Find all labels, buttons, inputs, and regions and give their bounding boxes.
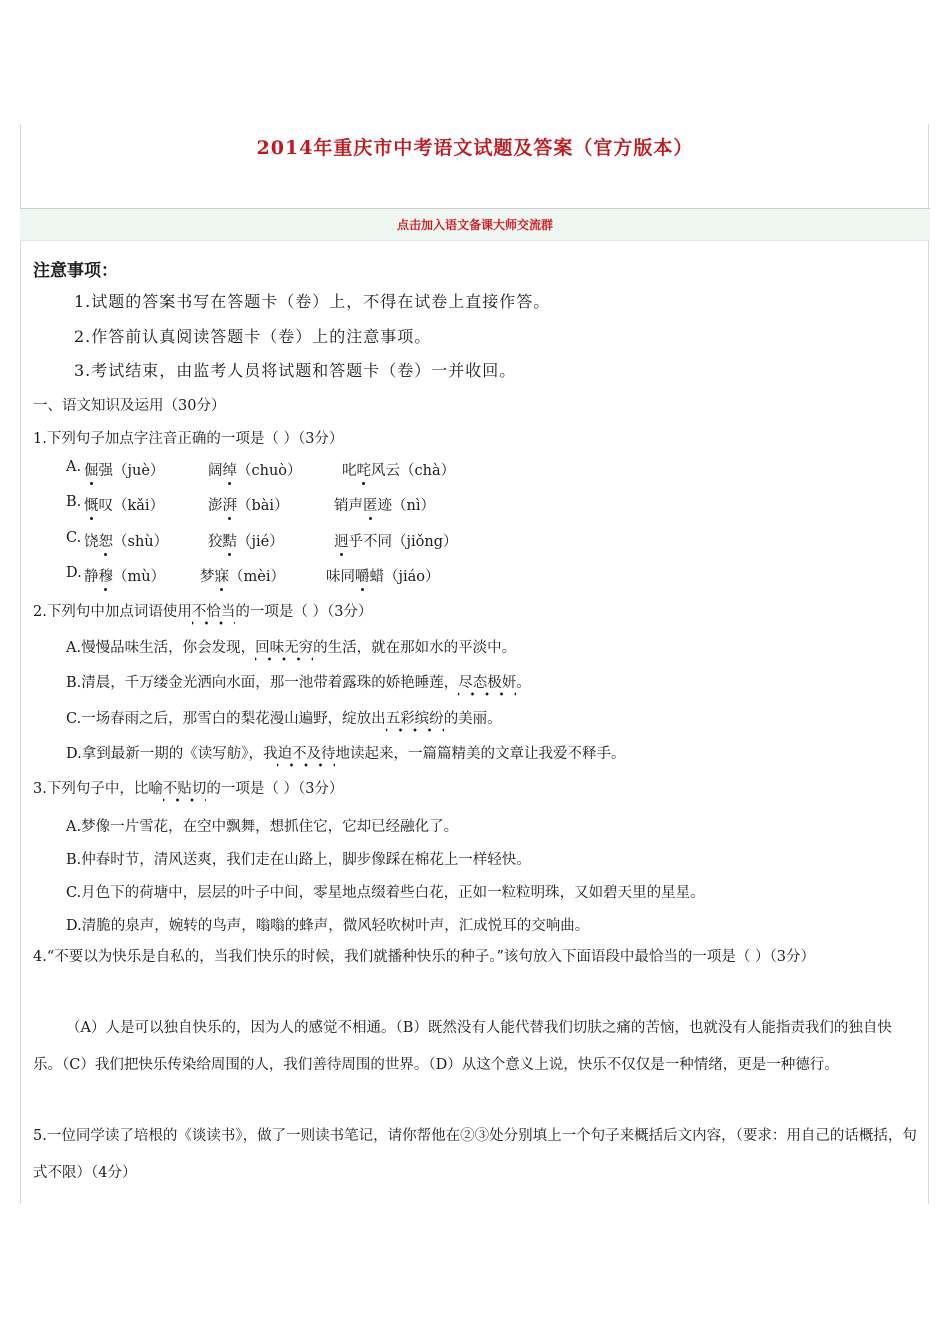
frame-left-border — [20, 124, 21, 1204]
option-text: 的生活，就在那如水的平淡中。 — [313, 640, 517, 656]
question-2-option-b — [66, 671, 531, 692]
word-1: 静穆（mù） — [84, 565, 165, 586]
question-5-stem: 5.一位同学读了培根的《谈读书》，做了一则读书笔记，请你帮他在②③处分别填上一个句子来概括后文内容，（要求：用自己的话概括，句式不限）（4分） — [33, 1128, 917, 1181]
word-2: 梦寐（mèi） — [200, 565, 285, 586]
option-letter: D. — [66, 565, 82, 581]
pinyin: （bài） — [237, 498, 289, 514]
pinyin: （jiǒng） — [392, 534, 458, 550]
question-3-option-d: D.清脆的泉声，婉转的鸟声，嗡嗡的蜂声，微风轻吹树叶声，汇成悦耳的交响曲。 — [66, 918, 590, 934]
dotted-phrase: 五彩缤纷 — [386, 711, 444, 732]
option-letter: B. — [66, 494, 82, 510]
dotted-char: 绰 — [223, 459, 238, 480]
question-1-stem: 1.下列句子加点字注音正确的一项是（ ）（3分） — [33, 431, 344, 447]
word-2: 狡黠（jié） — [208, 530, 284, 551]
dotted-char: 匿 — [363, 494, 378, 515]
question-3-option-a: A.梦像一片雪花，在空中飘舞，想抓住它，它却已经融化了。 — [66, 819, 459, 835]
notice-item-2: 2.作答前认真阅读答题卡（卷）上的注意事项。 — [74, 327, 432, 346]
dotted-char: 寐 — [215, 565, 230, 586]
section-heading: 一、语文知识及运用（30分） — [33, 398, 226, 414]
pinyin: （jié） — [237, 534, 284, 550]
word-2: 阔绰（chuò） — [208, 459, 302, 480]
word-2: 澎湃（bài） — [208, 494, 289, 515]
option-text: 地读起来，一篇篇精美的文章让我爱不释手。 — [335, 746, 626, 762]
pinyin: （kǎi） — [113, 498, 165, 514]
question-3-option-c: C.月色下的荷塘中，层层的叶子中间，零星地点缀着些白花，正如一粒粒明珠，又如碧天里的星星。 — [66, 885, 705, 901]
option-text: 的美丽。 — [443, 711, 502, 727]
word-1: 饶恕（shù） — [84, 530, 168, 551]
stem-text: 的一项是（ ）（3分） — [206, 781, 344, 797]
dotted-phrase: 不贴切 — [163, 781, 207, 802]
word-1: 倔强（juè） — [84, 459, 164, 480]
pinyin: （mèi） — [229, 569, 285, 585]
question-2-option-c — [66, 707, 502, 728]
pinyin: （shù） — [113, 534, 169, 550]
question-3-option-b: B.仲春时节，清风送爽，我们走在山路上，脚步像踩在棉花上一样轻快。 — [66, 852, 531, 868]
dotted-char: 倔 — [84, 459, 99, 480]
dotted-phrase: 尽态极妍 — [458, 675, 516, 696]
dotted-char: 湃 — [223, 494, 238, 515]
pinyin: （nì） — [392, 498, 435, 514]
pinyin: （mù） — [113, 569, 166, 585]
stem-text: 3.下列句子中，比喻 — [33, 781, 163, 797]
dotted-char: 嚼 — [355, 565, 370, 586]
question-2-option-d — [66, 742, 625, 763]
option-text: D.拿到最新一期的《读写舫》，我 — [66, 746, 278, 762]
question-3-stem — [33, 777, 343, 798]
dotted-phrase: 迫不及待 — [277, 746, 335, 767]
option-letter: A. — [66, 459, 82, 475]
pinyin: （jiáo） — [384, 569, 440, 585]
option-letter: C. — [66, 530, 82, 546]
stem-text: 的一项是（ ）（3分） — [235, 604, 373, 620]
word-1: 慨叹（kǎi） — [84, 494, 164, 515]
dotted-char: 穆 — [99, 565, 114, 586]
frame-right-border — [928, 124, 929, 1204]
dotted-char: 迥 — [334, 530, 349, 551]
word-3: 味同嚼蜡（jiáo） — [326, 565, 440, 586]
document-title: 2014年重庆市中考语文试题及答案（官方版本） — [256, 137, 694, 159]
dotted-phrase: 回味无穷 — [255, 640, 313, 661]
question-2-option-a — [66, 636, 516, 657]
pinyin: （chà） — [400, 463, 456, 479]
dotted-phrase: 不恰当 — [192, 604, 236, 625]
dotted-char: 咤 — [357, 459, 372, 480]
question-2-stem — [33, 600, 372, 621]
option-text: 。 — [516, 675, 531, 691]
join-group-banner-link[interactable]: 点击加入语文备课大师交流群 — [20, 209, 930, 241]
dotted-char: 恕 — [99, 530, 114, 551]
stem-text: 2.下列句中加点词语使用 — [33, 604, 192, 620]
word-3: 迥乎不同（jiǒng） — [334, 530, 457, 551]
pinyin: （juè） — [113, 463, 165, 479]
word-3: 叱咤风云（chà） — [342, 459, 455, 480]
notice-item-3: 3.考试结束，由监考人员将试题和答题卡（卷）一并收回。 — [74, 361, 517, 380]
notice-item-1: 1.试题的答案书写在答题卡（卷）上，不得在试卷上直接作答。 — [74, 292, 551, 311]
question-4-stem: 4.“不要以为快乐是自私的，当我们快乐的时候，我们就播种快乐的种子。”该句放入下面语段中最恰当的一项是（ ）（3分） — [33, 949, 815, 965]
dotted-char: 黠 — [223, 530, 238, 551]
option-text: B.清晨，千万缕金光洒向水面，那一池带着露珠的娇艳睡莲， — [66, 675, 459, 691]
notice-heading: 注意事项： — [33, 261, 118, 281]
question-4-passage: （A）人是可以独自快乐的，因为人的感觉不相通。（B）既然没有人能代替我们切肤之痛的苦恼，也就没有人能指责我们的独自快乐。（C）我们把快乐传染给周围的人，我们善待周围的世界。（D）从这个意义上说，快乐不仅仅是一种情绪，更是一种德行。 — [33, 1020, 892, 1073]
dotted-char: 慨 — [84, 494, 99, 515]
option-text: C.一场春雨之后，那雪白的梨花漫山遍野，绽放出 — [66, 711, 386, 727]
pinyin: （chuò） — [237, 463, 302, 479]
option-text: A.慢慢品味生活，你会发现， — [66, 640, 256, 656]
word-3: 销声匿迹（nì） — [334, 494, 435, 515]
